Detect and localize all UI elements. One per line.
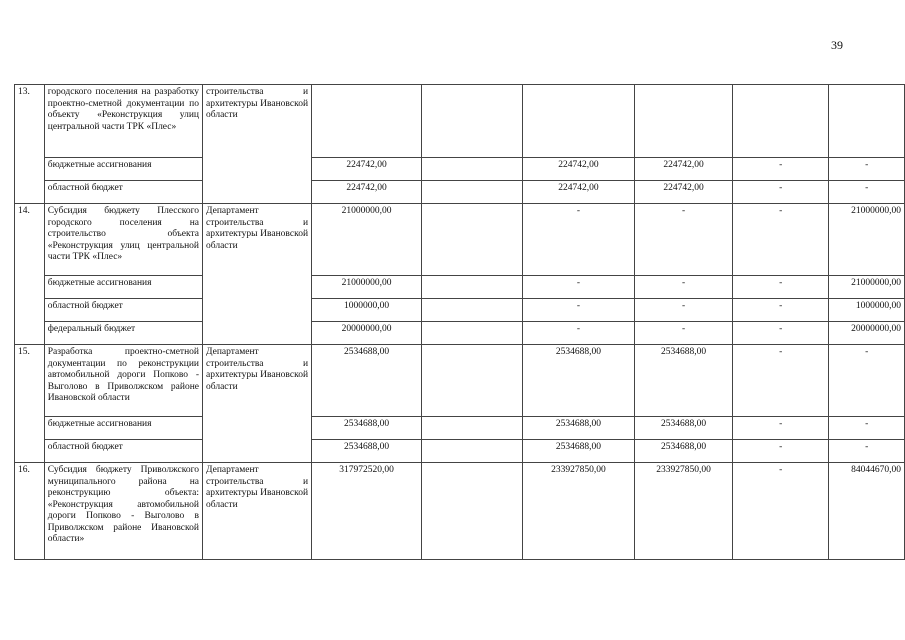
value-cell: 233927850,00 <box>523 463 635 560</box>
row-number: 15. <box>15 345 45 463</box>
value-cell <box>634 85 732 158</box>
value-cell: - <box>733 417 829 440</box>
value-cell <box>422 463 523 560</box>
value-cell: 2534688,00 <box>523 345 635 417</box>
value-cell <box>422 204 523 276</box>
value-cell: - <box>829 158 905 181</box>
table-row <box>15 204 905 276</box>
funding-label: областной бюджет <box>44 299 202 322</box>
value-cell: 233927850,00 <box>634 463 732 560</box>
value-cell: - <box>829 440 905 463</box>
value-cell <box>422 440 523 463</box>
value-cell: - <box>733 181 829 204</box>
value-cell: 2534688,00 <box>634 417 732 440</box>
measure-name: Субсидия бюджету Приволжского муниципального района на реконструкцию объекта: «Реконструкция автомобильной дороги Попково - Выголово в Приволжском районе Ивановской области» <box>44 463 202 560</box>
funding-label: бюджетные ассигнования <box>44 417 202 440</box>
value-cell: - <box>829 181 905 204</box>
value-cell: - <box>829 417 905 440</box>
executor-cell: строительства и архитектуры Ивановской области <box>203 85 312 204</box>
value-cell: - <box>634 276 732 299</box>
value-cell: - <box>733 322 829 345</box>
value-cell <box>422 417 523 440</box>
value-cell: 224742,00 <box>312 158 422 181</box>
value-cell: 317972520,00 <box>312 463 422 560</box>
measure-name: Разработка проектно-сметной документации по реконструкции автомобильной дороги Попково - Выголово в Приволжском районе Ивановской области <box>44 345 202 417</box>
value-cell: 2534688,00 <box>523 440 635 463</box>
table-row <box>15 417 905 440</box>
value-cell <box>829 85 905 158</box>
value-cell <box>422 345 523 417</box>
value-cell: 20000000,00 <box>312 322 422 345</box>
value-cell <box>733 85 829 158</box>
value-cell: 21000000,00 <box>312 276 422 299</box>
value-cell: - <box>733 276 829 299</box>
value-cell <box>422 85 523 158</box>
executor-cell: Департамент строительства и архитектуры Ивановской области <box>203 463 312 560</box>
executor-cell: Департамент строительства и архитектуры Ивановской области <box>203 345 312 463</box>
measure-name: Субсидия бюджету Плесского городского поселения на строительство объекта «Реконструкция улиц центральной части ТРК «Плес» <box>44 204 202 276</box>
table-row <box>15 322 905 345</box>
value-cell: 224742,00 <box>523 158 635 181</box>
funding-label: бюджетные ассигнования <box>44 276 202 299</box>
table-row <box>15 158 905 181</box>
value-cell: 84044670,00 <box>829 463 905 560</box>
executor-cell: Департамент строительства и архитектуры Ивановской области <box>203 204 312 345</box>
funding-label: областной бюджет <box>44 181 202 204</box>
value-cell: 21000000,00 <box>829 204 905 276</box>
row-number: 13. <box>15 85 45 204</box>
value-cell: 224742,00 <box>634 158 732 181</box>
table-row <box>15 181 905 204</box>
value-cell: 2534688,00 <box>523 417 635 440</box>
value-cell <box>422 181 523 204</box>
table-row <box>15 463 905 560</box>
value-cell: 2534688,00 <box>312 417 422 440</box>
value-cell: 1000000,00 <box>312 299 422 322</box>
value-cell: 21000000,00 <box>312 204 422 276</box>
value-cell: - <box>733 158 829 181</box>
page-number: 39 <box>831 38 843 52</box>
value-cell <box>422 322 523 345</box>
value-cell: 2534688,00 <box>634 440 732 463</box>
table-row <box>15 299 905 322</box>
measure-name: городского поселения на разработку проектно-сметной документации по объекту «Реконструкция улиц центральной части ТРК «Плес» <box>44 85 202 158</box>
value-cell: 1000000,00 <box>829 299 905 322</box>
value-cell: - <box>733 204 829 276</box>
value-cell: 2534688,00 <box>634 345 732 417</box>
table-row <box>15 85 905 158</box>
value-cell: 20000000,00 <box>829 322 905 345</box>
value-cell: - <box>523 299 635 322</box>
value-cell <box>523 85 635 158</box>
value-cell: - <box>523 204 635 276</box>
value-cell: - <box>733 440 829 463</box>
value-cell: 2534688,00 <box>312 440 422 463</box>
funding-label: федеральный бюджет <box>44 322 202 345</box>
value-cell: 21000000,00 <box>829 276 905 299</box>
value-cell: - <box>634 204 732 276</box>
value-cell: - <box>634 299 732 322</box>
row-number: 16. <box>15 463 45 560</box>
value-cell <box>422 299 523 322</box>
value-cell: - <box>523 276 635 299</box>
value-cell <box>422 276 523 299</box>
value-cell: - <box>634 322 732 345</box>
table-row <box>15 345 905 417</box>
funding-label: бюджетные ассигнования <box>44 158 202 181</box>
value-cell: - <box>733 299 829 322</box>
funding-label: областной бюджет <box>44 440 202 463</box>
value-cell: 224742,00 <box>634 181 732 204</box>
value-cell <box>422 158 523 181</box>
budget-table <box>14 84 905 560</box>
value-cell: 224742,00 <box>523 181 635 204</box>
value-cell: 224742,00 <box>312 181 422 204</box>
table-row <box>15 440 905 463</box>
value-cell: - <box>733 463 829 560</box>
row-number: 14. <box>15 204 45 345</box>
value-cell: - <box>523 322 635 345</box>
table-row <box>15 276 905 299</box>
value-cell: 2534688,00 <box>312 345 422 417</box>
value-cell: - <box>733 345 829 417</box>
value-cell: - <box>829 345 905 417</box>
value-cell <box>312 85 422 158</box>
